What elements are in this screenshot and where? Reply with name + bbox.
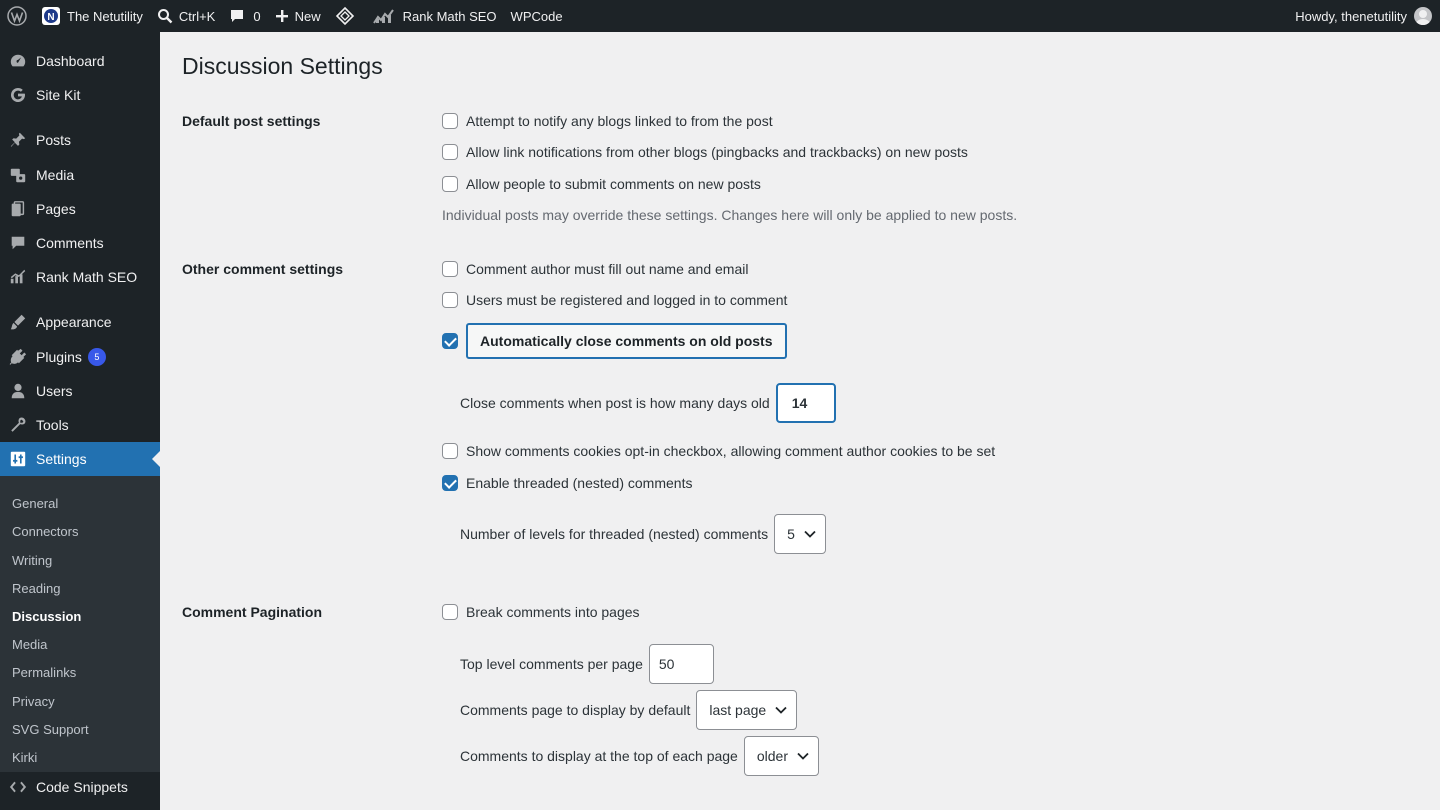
sidebar-item-label: Media [36, 167, 75, 183]
new-content-button[interactable] [268, 0, 328, 32]
plugins-update-badge: 5 [88, 348, 106, 366]
submenu-privacy[interactable]: Privacy [12, 694, 55, 709]
default-page-label: Comments page to display by default [460, 702, 691, 718]
rankmath-icon [0, 268, 36, 286]
sidebar-item-site-kit[interactable] [0, 78, 160, 112]
sidebar-item-plugins[interactable] [0, 340, 160, 374]
chevron-down-icon [796, 749, 810, 763]
sidebar-item-label: Settings [36, 451, 87, 467]
default-page-select[interactable] [696, 690, 797, 730]
registered-only-checkbox[interactable] [442, 292, 458, 308]
site-logo-icon [41, 6, 61, 26]
option-label: Break comments into pages [466, 604, 640, 620]
default-post-settings-heading: Default post settings [182, 113, 321, 129]
comments-link[interactable] [222, 0, 267, 32]
submenu-kirki[interactable]: Kirki [12, 750, 38, 765]
wpcode-link[interactable] [504, 0, 570, 32]
chevron-down-icon [803, 527, 817, 541]
option-label: Attempt to notify any blogs linked to from the post [466, 113, 773, 129]
submenu-media[interactable]: Media [12, 637, 48, 652]
per-page-input[interactable]: 50 [649, 644, 714, 684]
allow-comments-option[interactable] [442, 176, 761, 192]
require-name-email-checkbox[interactable] [442, 261, 458, 277]
select-value: last page [709, 702, 767, 718]
rankmath-icon [373, 8, 395, 24]
sidebar-item-tools[interactable] [0, 408, 160, 442]
sidebar-item-comments[interactable] [0, 226, 160, 260]
sidebar-item-label: Comments [36, 235, 104, 251]
break-into-pages-option[interactable] [442, 604, 640, 620]
cookies-optin-checkbox[interactable] [442, 443, 458, 459]
wordpress-logo-icon[interactable] [0, 0, 34, 32]
submenu-writing[interactable]: Writing [12, 553, 53, 568]
pingbacks-checkbox[interactable] [442, 144, 458, 160]
google-icon [0, 86, 36, 104]
command-palette-button[interactable] [150, 0, 222, 32]
settings-submenu [0, 476, 160, 772]
diamond-plugin-icon[interactable] [328, 0, 362, 32]
option-label: Comment author must fill out name and email [466, 261, 749, 277]
option-label: Allow people to submit comments on new posts [466, 176, 761, 192]
sidebar-item-posts[interactable] [0, 123, 160, 157]
auto-close-comments-option[interactable] [442, 323, 787, 359]
comment-order-row [460, 736, 819, 776]
rankmath-link[interactable] [366, 0, 504, 32]
account-menu[interactable] [1288, 0, 1440, 32]
settings-icon [0, 450, 36, 468]
thread-levels-label: Number of levels for threaded (nested) comments [460, 526, 769, 542]
main-content [160, 32, 1440, 810]
require-name-email-option[interactable] [442, 261, 748, 277]
comments-count: 0 [253, 8, 261, 24]
comment-bubble-icon [229, 8, 245, 24]
comment-pagination-heading: Comment Pagination [182, 604, 323, 620]
notify-linked-blogs-checkbox[interactable] [442, 113, 458, 129]
sidebar-item-code-snippets[interactable] [0, 770, 160, 804]
chevron-down-icon [774, 703, 788, 717]
registered-only-option[interactable] [442, 292, 787, 308]
submenu-general[interactable]: General [12, 496, 59, 511]
submenu-discussion[interactable]: Discussion [12, 609, 82, 624]
option-label: Allow link notifications from other blogs (pingbacks and trackbacks) on new posts [466, 144, 968, 160]
dashboard-icon [0, 52, 36, 70]
submenu-reading[interactable]: Reading [12, 581, 61, 596]
sidebar-item-dashboard[interactable] [0, 44, 160, 78]
sidebar-item-users[interactable] [0, 374, 160, 408]
admin-sidebar [0, 32, 160, 810]
plug-icon [0, 348, 36, 366]
sidebar-item-settings[interactable] [0, 442, 160, 476]
option-label: Show comments cookies opt-in checkbox, allowing comment author cookies to be set [466, 443, 996, 459]
plus-icon [275, 9, 289, 23]
comment-icon [0, 234, 36, 252]
threaded-comments-option[interactable] [442, 475, 692, 491]
sidebar-item-rank-math-seo[interactable] [0, 260, 160, 294]
page-title: Discussion Settings [182, 53, 383, 79]
notify-linked-blogs-option[interactable] [442, 113, 773, 129]
comment-order-label: Comments to display at the top of each page [460, 748, 738, 764]
pingbacks-option[interactable] [442, 144, 968, 160]
allow-comments-checkbox[interactable] [442, 176, 458, 192]
howdy-text: Howdy, thenetutility [1295, 8, 1407, 24]
thread-levels-select[interactable] [774, 514, 826, 554]
sidebar-item-label: Plugins [36, 349, 82, 365]
svg-text:N: N [47, 12, 55, 23]
media-icon [0, 166, 36, 184]
sidebar-item-label: Posts [36, 132, 72, 148]
sidebar-item-label: Dashboard [36, 53, 105, 69]
close-days-row [460, 383, 836, 423]
search-shortcut: Ctrl+K [178, 8, 216, 24]
sidebar-item-label: Site Kit [36, 87, 81, 103]
wpcode-label: WPCode [510, 8, 563, 24]
other-comment-settings-heading: Other comment settings [182, 261, 344, 277]
default-page-row [460, 690, 797, 730]
thread-levels-row [460, 514, 826, 554]
select-value: 5 [787, 526, 795, 542]
search-icon [157, 8, 173, 24]
sidebar-item-media[interactable] [0, 158, 160, 192]
sidebar-item-label: Code Snippets [36, 779, 128, 795]
pages-icon [0, 200, 36, 218]
close-days-input[interactable]: 14 [776, 383, 836, 423]
pushpin-icon [0, 131, 36, 149]
submenu-connectors[interactable]: Connectors [12, 524, 79, 539]
site-name-link[interactable] [34, 0, 150, 32]
option-label: Users must be registered and logged in to comment [466, 292, 788, 308]
default-post-note: Individual posts may override these settings. Changes here will only be applied to new posts. [442, 207, 1018, 223]
sidebar-item-appearance[interactable] [0, 305, 160, 339]
sidebar-item-label: Users [36, 383, 73, 399]
brush-icon [0, 313, 36, 331]
wrench-icon [0, 416, 36, 434]
admin-bar [0, 0, 1440, 32]
sidebar-item-label: Rank Math SEO [36, 269, 138, 285]
sidebar-item-pages[interactable] [0, 192, 160, 226]
comment-order-select[interactable] [744, 736, 819, 776]
threaded-comments-checkbox[interactable] [442, 475, 458, 491]
option-label: Enable threaded (nested) comments [466, 475, 693, 491]
per-page-label: Top level comments per page [460, 656, 643, 672]
site-name: The Netutility [67, 8, 143, 24]
submenu-permalinks[interactable]: Permalinks [12, 665, 77, 680]
sidebar-item-label: Appearance [36, 314, 112, 330]
cookies-optin-option[interactable] [442, 443, 995, 459]
sidebar-item-label: Pages [36, 201, 76, 217]
user-icon [0, 382, 36, 400]
select-value: older [756, 748, 788, 764]
auto-close-comments-checkbox[interactable] [442, 333, 458, 349]
break-into-pages-checkbox[interactable] [442, 604, 458, 620]
snippets-icon [0, 778, 36, 796]
rankmath-label: Rank Math SEO [402, 8, 497, 24]
close-days-label: Close comments when post is how many days old [460, 395, 770, 411]
option-label: Automatically close comments on old posts [466, 323, 787, 359]
sidebar-item-label: Tools [36, 417, 69, 433]
new-label: New [294, 8, 321, 24]
per-page-row [460, 644, 714, 684]
submenu-svg-support[interactable]: SVG Support [12, 722, 89, 737]
avatar [1414, 7, 1432, 25]
